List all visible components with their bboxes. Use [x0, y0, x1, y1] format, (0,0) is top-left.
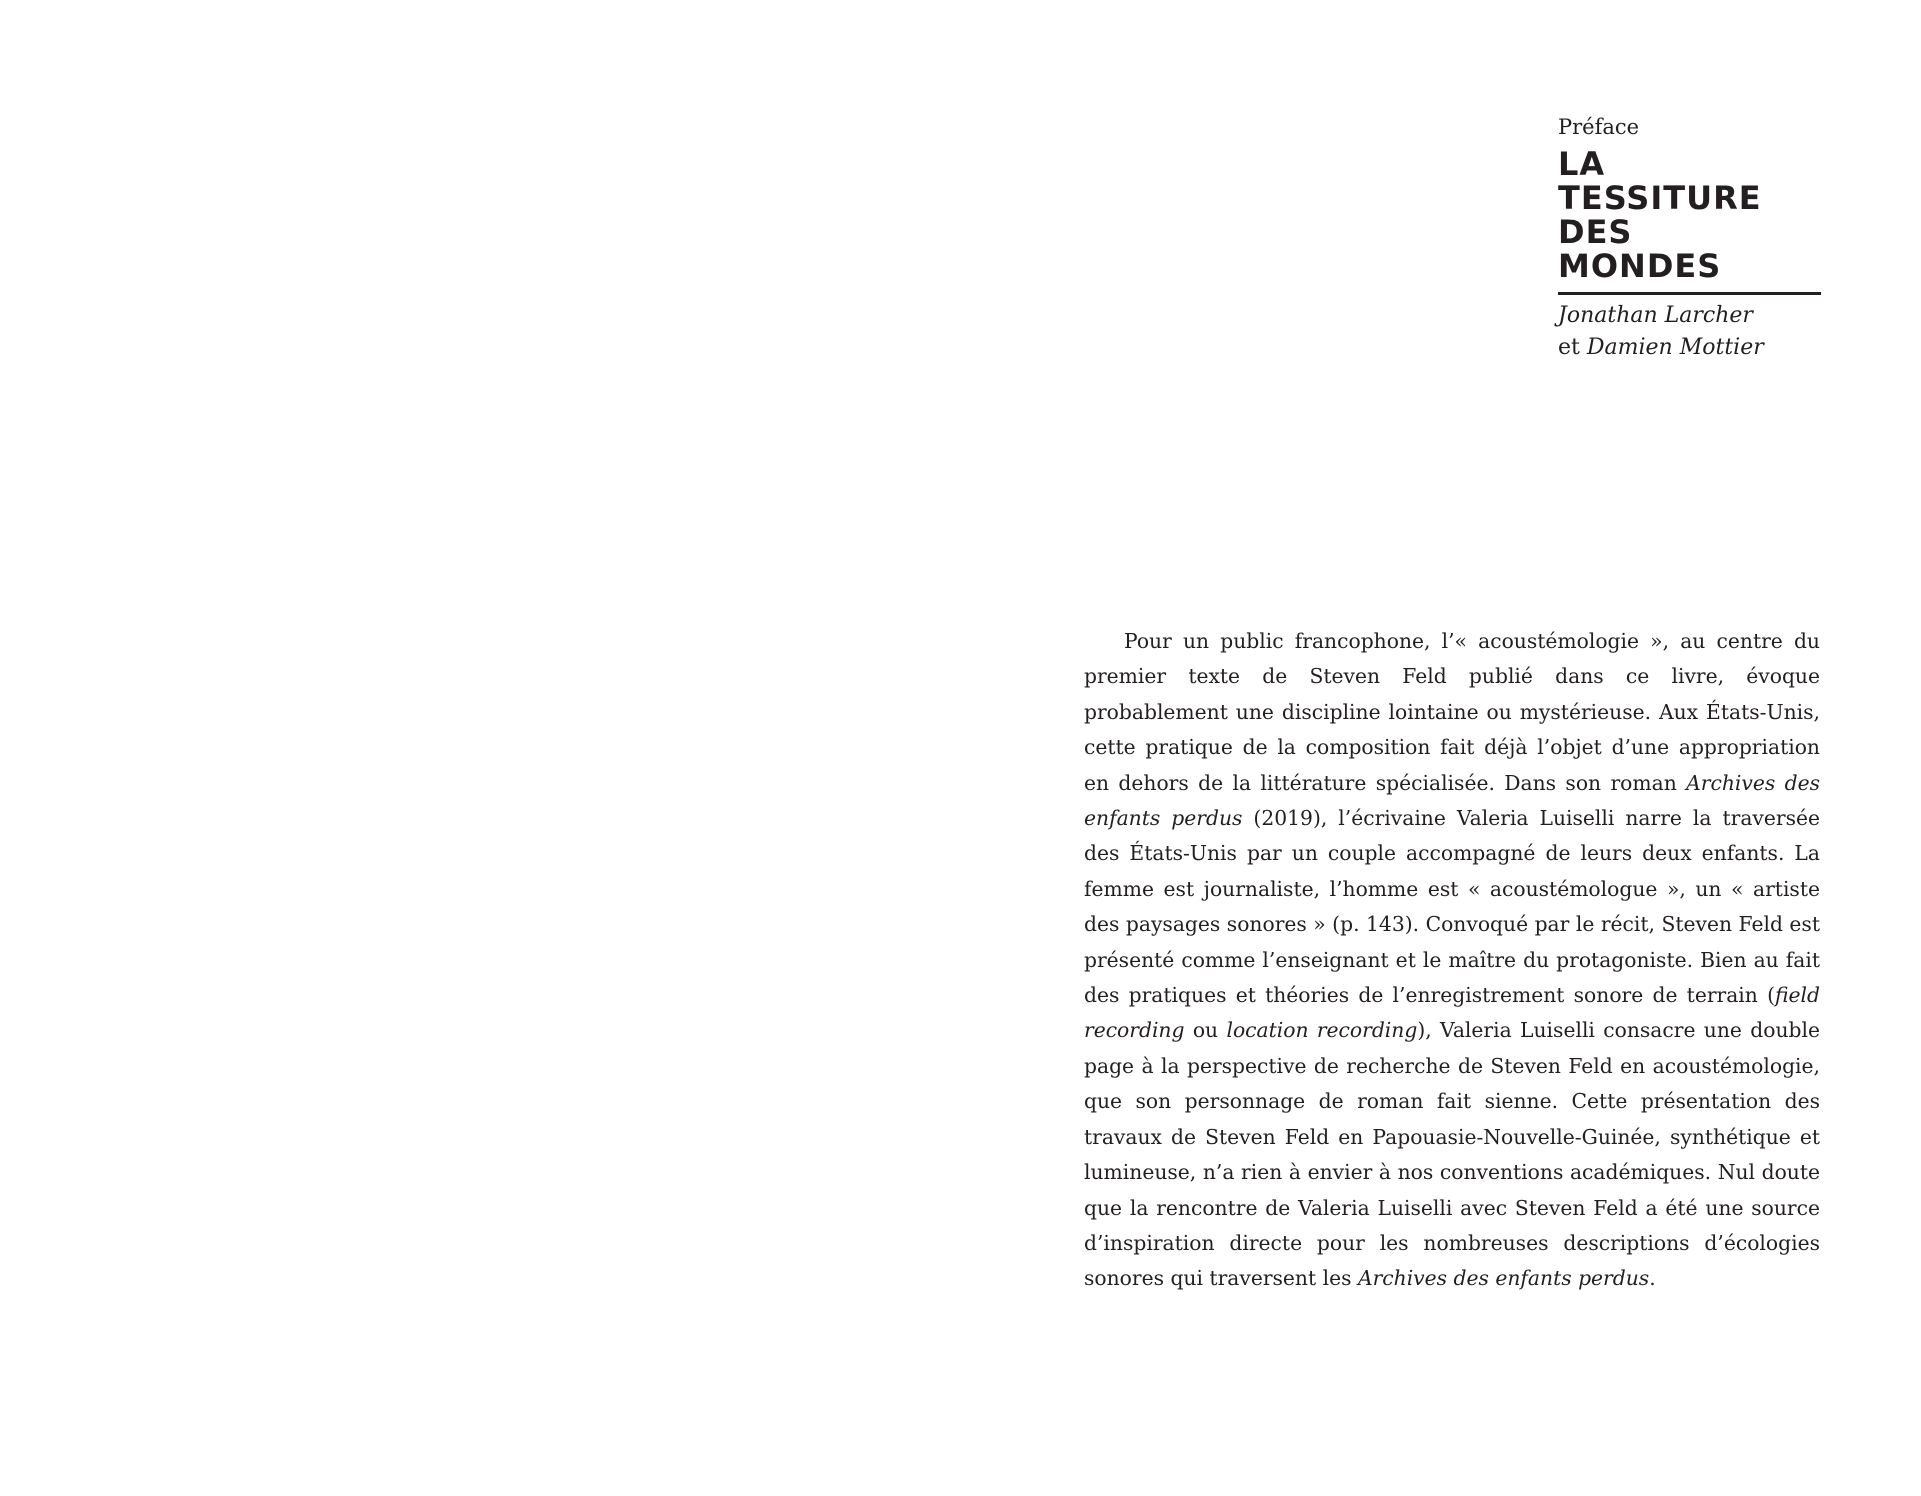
- foreign-term: field recording: [1084, 983, 1820, 1043]
- body-text: [1084, 624, 1820, 1297]
- section-label: Préface: [1558, 115, 1640, 139]
- chapter-heading: [1558, 112, 1821, 364]
- author-name: Jonathan Larcher: [1558, 303, 1753, 328]
- book-title: Archives des enfants perdus: [1357, 1266, 1650, 1291]
- chapter-title-line: MONDES: [1558, 247, 1722, 285]
- book-title: Archives des enfants perdus: [1084, 770, 1820, 831]
- text-run: ou: [1184, 1018, 1227, 1043]
- chapter-title-line: TESSITURE: [1558, 179, 1762, 217]
- text-run: Pour un public francophone, l’« acoustémologie », au centre du premier texte de Steven Feld publié dans ce livre, évoque probablement une discipline lointaine ou mystérieuse. Aux États-Unis, cette pratique de la composition fait déjà l’objet d’une appropriation en dehors de la littérature spécialisée. Dans son roman: [1084, 629, 1820, 795]
- author-name: Damien Mottier: [1586, 335, 1764, 360]
- chapter-title-line: LA: [1558, 145, 1606, 183]
- authors: [1558, 300, 1821, 364]
- chapter-title-line: DES: [1558, 213, 1633, 251]
- text-run: ), Valeria Luiselli consacre une double page à la perspective de recherche de Steven Feld en acoustémologie, que son personnage de roman fait sienne. Cette présentation des travaux de Steven Feld en Papouasie-Nouvelle-Guinée, synthétique et lumineuse, n’a rien à envier à nos conventions académiques. Nul doute que la rencontre de Valeria Luiselli avec Steven Feld a été une source d’inspiration directe pour les nombreuses descriptions d’écologies sonores qui traversent les: [1084, 1018, 1820, 1291]
- text-run: .: [1649, 1266, 1656, 1291]
- paragraph: [1084, 624, 1820, 1297]
- author-connector: et: [1558, 335, 1580, 360]
- chapter-title: [1558, 147, 1821, 295]
- text-run: (2019), l’écrivaine Valeria Luiselli narre la traversée des États-Unis par un couple accompagné de leurs deux enfants. La femme est journaliste, l’homme est « acoustémologue », un « artiste des paysages sonores » (p. 143). Convoqué par le récit, Steven Feld est présenté comme l’enseignant et le maître du protagoniste. Bien au fait des pratiques et théories de l’enregistrement sonore de terrain (: [1084, 806, 1820, 1008]
- foreign-term: location recording: [1226, 1018, 1418, 1043]
